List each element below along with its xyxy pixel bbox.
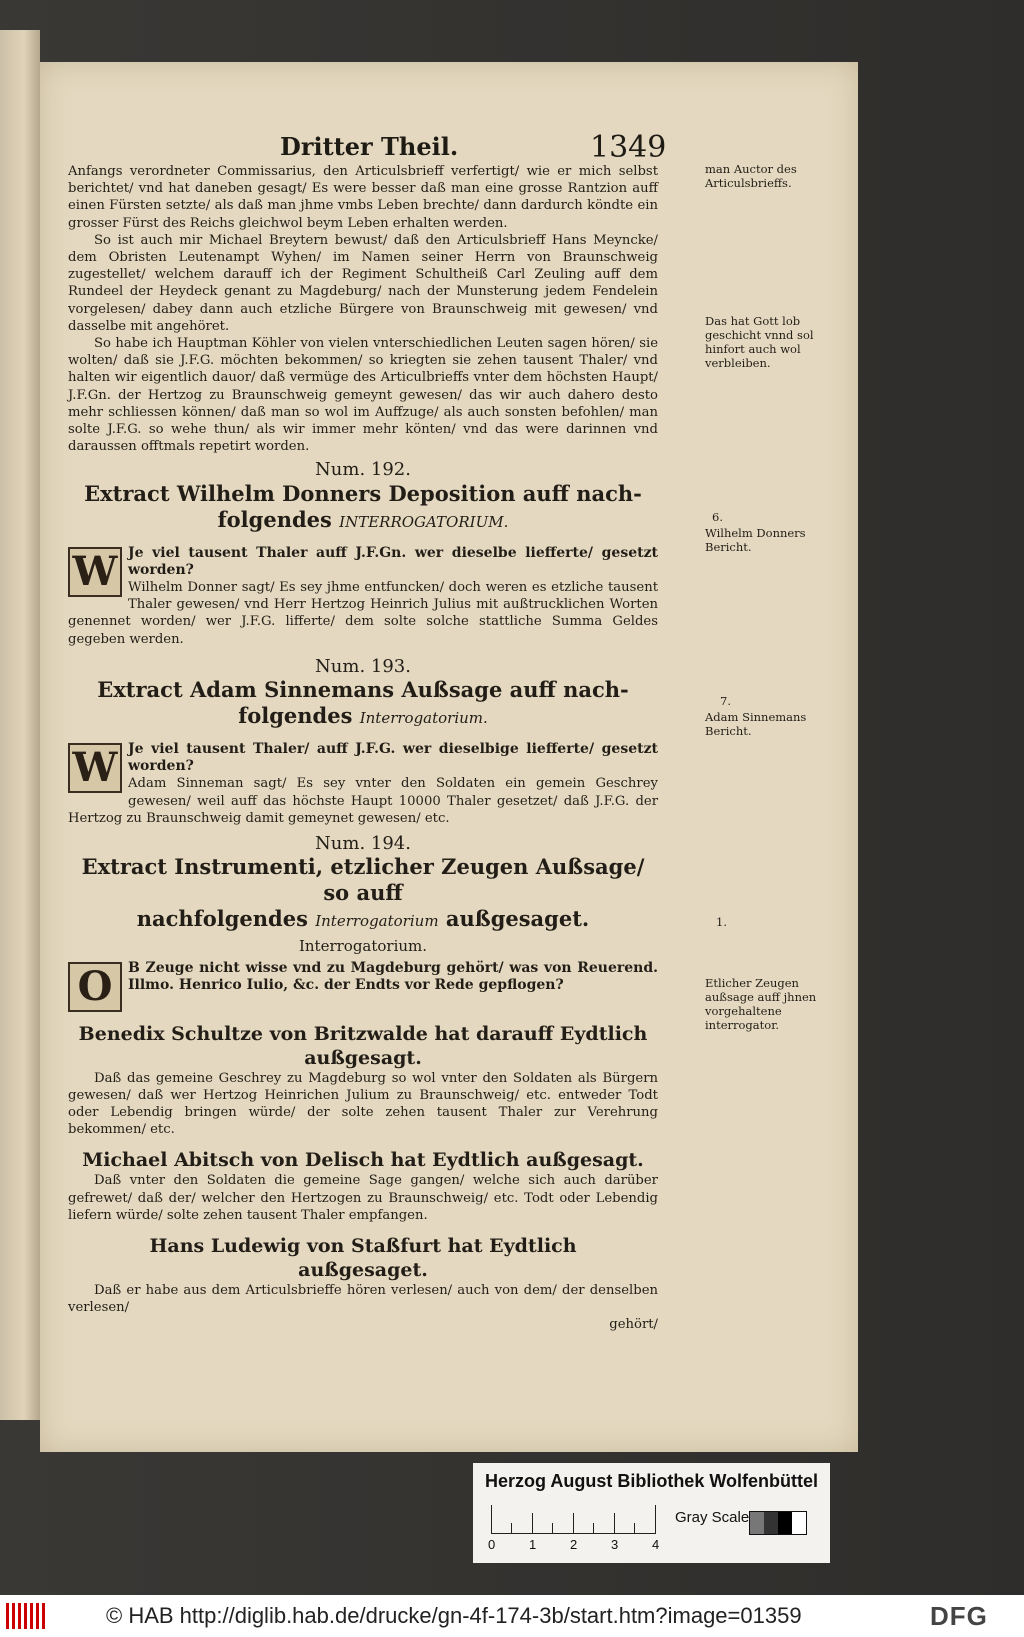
- question-text: B Zeuge nicht wisse vnd zu Magdeburg gehört/ was von Reuerend. Illmo. Henrico Iulio, &c. der Endts vor Rede gepflogen?: [128, 959, 658, 993]
- question-193: [68, 741, 658, 827]
- question-text: Je viel tausent Thaler auff J.F.Gn. wer dieselbe liefferte/ gesetzt worden?: [128, 544, 658, 578]
- book-page: [40, 62, 858, 1452]
- paragraph-1: Anfangs verordneter Commissarius, den Articulsbrieff verfertigt/ wie er mich selbst berichtet/ vnd hat daneben gesagt/ Es were besser daß man eine grosse Rantzion auff einen Fürsten setzte/ als daß man jhme vmbs Leben brechte/ dann dardurch köndte ein grosser Fürst des Reichs gleichwol beym Leben erhalten werden.: [68, 164, 658, 231]
- extract-heading-192: Extract Wilhelm Donners Deposition auff nach- folgendes INTERROGATORIUM.: [84, 480, 642, 532]
- scale-number: 2: [570, 1537, 578, 1552]
- catchword: gehört/: [609, 1317, 658, 1333]
- scale-number: 0: [488, 1537, 496, 1552]
- dfg-logo: DFG: [930, 1601, 988, 1631]
- section-number-193: Num. 193.: [315, 655, 411, 677]
- witness-text-3: Daß er habe aus dem Articulsbrieffe hören verlesen/ auch von dem/ der denselben verlesen/: [68, 1282, 658, 1316]
- margin-number-1: 1.: [716, 915, 727, 929]
- drop-cap-w: W: [68, 743, 122, 793]
- extract-heading-194: Extract Instrumenti, etzlicher Zeugen Außsage/ so auff nachfolgendes Interrogatorium außgesaget.: [81, 854, 645, 932]
- section-number-194: Num. 194.: [315, 833, 411, 855]
- witness-text-2: Daß vnter den Soldaten die gemeine Sage gangen/ welche sich auch darüber gefrewet/ daß der/ welcher den Hertzogen zu Braunschweig/ etc. Todt oder Lebendig liefern würde/ solte zehen tausent Thaler empfangen.: [68, 1173, 658, 1223]
- source-url-link[interactable]: © HAB http://diglib.hab.de/drucke/gn-4f-174-3b/start.htm?image=01359: [106, 1603, 802, 1628]
- witness-heading-2: Michael Abitsch von Delisch hat Eydtlich außgesagt.: [82, 1149, 644, 1172]
- margin-note-2: Das hat Gott lob geschicht vnnd sol hinfort auch wol verbleiben.: [705, 314, 814, 370]
- drop-cap-w: W: [68, 547, 122, 597]
- answer-text: Wilhelm Donner sagt/ Es sey jhme entfuncken/ doch weren es etzliche tausent Thaler gewesen/ vnd Herr Hertzog Heinrich Julius mit außtrucklichen Worten genennet worden/ wer J.F.G. lifferte/ dem solte solche stattliche Summa Geldes gegeben werden.: [68, 580, 658, 647]
- viewer-footer: [0, 1595, 1024, 1637]
- page-title: Dritter Theil.: [280, 132, 459, 161]
- left-page-edge: [0, 30, 40, 1420]
- question-194: [68, 959, 658, 1010]
- margin-note-1: man Auctor des Articulsbrieffs.: [705, 162, 797, 190]
- gray-scale-label: Gray Scale: [675, 1509, 750, 1526]
- answer-text: Adam Sinneman sagt/ Es sey vnter den Soldaten ein gemein Geschrey gewesen/ weil auff das höchste Haupt 10000 Thaler gesetzet/ daß J.F.G. der Hertzog zu Braunschweig damit gemeynet gewesen/ etc.: [68, 776, 658, 826]
- margin-note-5: Etlicher Zeugen außsage auff jhnen vorgehaltene interrogator.: [705, 976, 817, 1032]
- library-name: Herzog August Bibliothek Wolfenbüttel: [485, 1471, 818, 1491]
- paragraph-2: So ist auch mir Michael Breytern bewust/ daß den Articulsbrieff Hans Meyncke/ dem Obristen Leutenampt Wyhen/ im Namen seiner Herrn von Braunschweig zugestellet/ welchem darauff ich der Regiment Schultheiß Carl Zeuling auff dem Rundeel der Heydeck genant zu Magdeburg/ nach der Munsterung jedem Fendelein vorgelesen/ dabey dann auch etzliche Bürgere von Braunschweig mit gewesen/ vnd dasselbe mit angehöret.: [68, 232, 658, 334]
- margin-note-4: Adam Sinnemans Bericht.: [705, 710, 807, 738]
- witness-text-1: Daß das gemeine Geschrey zu Magdeburg so wol vnter den Soldaten als Bürgern gewesen/ daß wer Hertzog Heinrichen Julium zu Braunschweig/ etc. entweder Todt oder Lebendig bringen würde/ der solte zehen tausent Thaler zur Verehrung bekommen/ etc.: [68, 1070, 658, 1138]
- scale-number: 1: [529, 1537, 537, 1552]
- question-192: [68, 545, 658, 648]
- paragraph-3: So habe ich Hauptman Köhler von vielen vnterschiedlichen Leuten sagen hören/ sie wolten/ daß sie J.F.G. möchten bekommen/ so kriegten sie zehen tausent Thaler/ vnd halten wir eigentlich dauor/ daß vermüge des Articulbrieffs vnter dem höchsten Haupt/ J.F.Gn. der Hertzog zu Braunschweig gemeynt gewesen/ das wir auch dahero desto mehr schliessen können/ daß man so wol im Auffzuge/ als auch sonsten befohlen/ man solte J.F.G. so wehe thun/ als wir immer mehr könten/ vnd das were darinnen vnd daraussen offtmals repetirt worden.: [68, 336, 658, 455]
- witness-heading-3: Hans Ludewig von Staßfurt hat Eydtlich außgesaget.: [149, 1234, 577, 1281]
- drop-cap-o: O: [68, 962, 122, 1012]
- witness-heading-1: Benedix Schultze von Britzwalde hat darauff Eydtlich außgesagt.: [78, 1022, 648, 1069]
- scale-ruler: [491, 1505, 656, 1534]
- page-number: 1349: [590, 130, 667, 165]
- library-scale-card: [473, 1463, 830, 1563]
- margin-number-6: 6.: [712, 510, 723, 524]
- section-number-192: Num. 192.: [315, 459, 411, 481]
- margin-note-3: Wilhelm Donners Bericht.: [705, 526, 806, 554]
- interrogatorium-label: Interrogatorium.: [298, 937, 428, 956]
- extract-heading-193: Extract Adam Sinnemans Außsage auff nach- folgendes Interrogatorium.: [97, 677, 629, 729]
- gray-scale-swatch: [749, 1511, 807, 1535]
- scale-number: 3: [611, 1537, 619, 1552]
- question-text: Je viel tausent Thaler/ auff J.F.G. wer dieselbige liefferte/ gesetzt worden?: [128, 741, 658, 775]
- scale-number: 4: [652, 1537, 660, 1552]
- running-head: [40, 130, 690, 165]
- margin-number-7: 7.: [720, 694, 731, 708]
- main-text: [68, 163, 658, 1334]
- hab-logo-icon: [6, 1603, 46, 1629]
